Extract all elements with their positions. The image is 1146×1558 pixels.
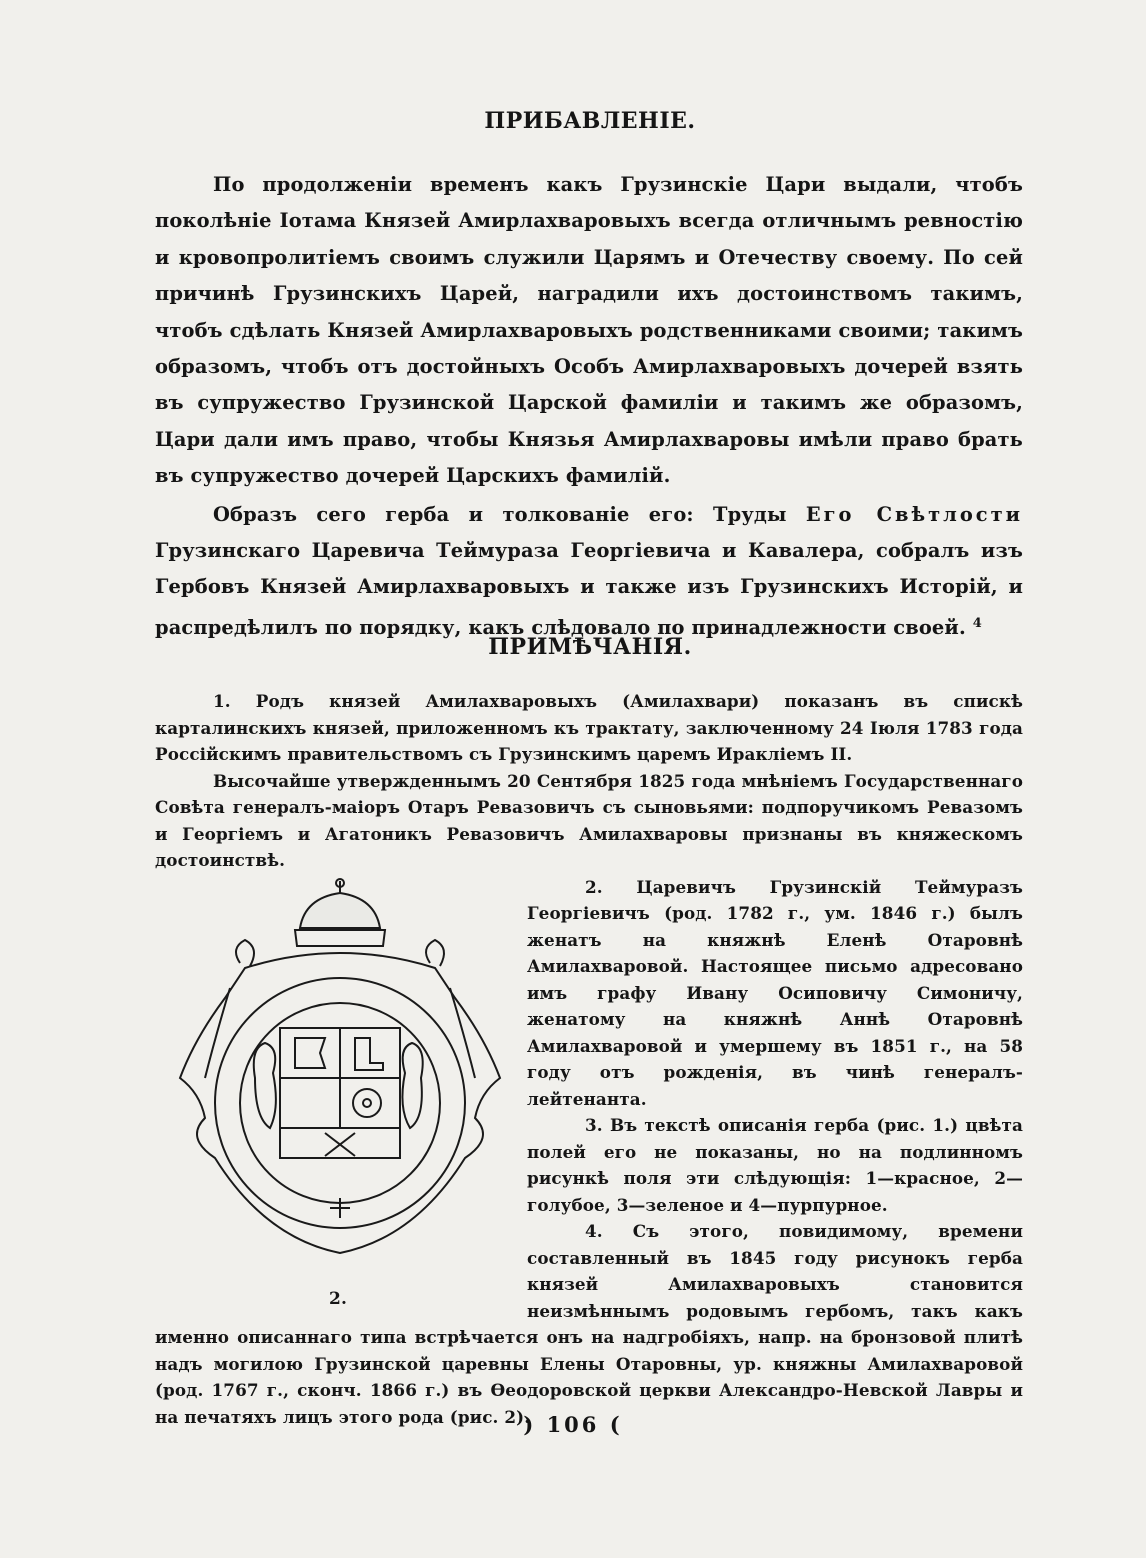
coat-of-arms-drawing <box>155 878 521 1278</box>
note-1: 1. Родъ князей Амилахваровыхъ (Амилахвари) показанъ въ спискѣ карталинскихъ князей, приложенномъ къ трактату, заключенному 24 Іюля 1783 года Россійскимъ правительствомъ съ Грузинскимъ царемъ Иракліемъ II. <box>155 691 1023 764</box>
section-heading: ПРИБАВЛЕНІЕ. <box>484 108 696 134</box>
note-3: 3. Въ текстѣ описанія герба (рис. 1.) цвѣта полей его не показаны, но на подлинномъ рисункѣ поля эти слѣдующія: 1—красное, 2—голубое, 3—зеленое и 4—пурпурное. <box>527 1115 1023 1215</box>
notes-heading: ПРИМѢЧАНІЯ. <box>488 634 692 660</box>
footnote-ref: 4 <box>972 615 982 631</box>
page-number: ) 106 ( <box>523 1412 623 1437</box>
paragraph <box>155 497 1023 647</box>
text-run: Образъ сего герба и толкованіе его: Труды <box>213 502 806 526</box>
note-2: 2. Царевичъ Грузинскій Теймуразъ Георгіевичъ (род. 1782 г., ум. 1846 г.) былъ женатъ на княжнѣ Еленѣ Отаровнѣ Амилахваровой. Настоящее письмо адресовано имъ графу Ивану Осиповичу Симоничу, женатому на княжнѣ Аннѣ Отаровнѣ Амилахваровой и умершему въ 1851 г., на 58 году отъ рожденія, въ чинѣ генералъ-лейтенанта. <box>527 876 1023 1109</box>
coat-of-arms-figure <box>155 874 521 1309</box>
spaced-text: Его Свѣтлости <box>805 502 1023 526</box>
figure-label: 2. <box>329 1288 347 1309</box>
note-4: 4. Съ этого, повидимому, времени составленный въ 1845 году рисунокъ герба князей Амилахваровыхъ становится неизмѣннымъ родовымъ гербомъ, такъ какъ именно описаннаго типа встрѣчается онъ на надгробіяхъ, напр. на бронзовой плитѣ надъ могилою Грузинской царевны Елены Отаровны, ур. княжны Амилахваровой (род. 1767 г., сконч. 1866 г.) въ Ѳеодоровской церкви Александро-Невской Лавры и на печатяхъ лицъ этого рода (рис. 2). <box>155 1221 1023 1427</box>
notes-text <box>155 688 1023 1430</box>
text-run: Грузинскаго Царевича Теймураза Георгіевича и Кавалера, собралъ изъ Гербовъ Князей Амирлахваровыхъ и также изъ Грузинскихъ Исторій, и распредѣлилъ по порядку, какъ слѣдовало по принадлежности своей. <box>155 539 1023 639</box>
main-text <box>155 167 1023 646</box>
note-1-continuation: Высочайше утвержденнымъ 20 Сентября 1825 года мнѣніемъ Государственнаго Совѣта генералъ-маіоръ Отаръ Ревазовичъ съ сыновьями: подпоручикомъ Ревазомъ и Георгіемъ и Агатоникъ Ревазовичъ Амилахваровы признаны въ княжескомъ достоинствѣ. <box>155 770 1023 870</box>
paragraph: По продолженіи временъ какъ Грузинскіе Цари выдали, чтобъ поколѣніе Іотама Князей Амирлахваровыхъ всегда отличнымъ ревностію и кровопролитіемъ своимъ служили Царямъ и Отечеству своему. По сей причинѣ Грузинскихъ Царей, наградили ихъ достоинствомъ такимъ, чтобъ сдѣлать Князей Амирлахваровыхъ родственниками своими; такимъ образомъ, чтобъ отъ достойныхъ Особъ Амирлахваровыхъ дочерей взять въ супружество Грузинской Царской фамиліи и такимъ же образомъ, Цари дали имъ право, чтобы Князья Амирлахваровы имѣли право брать въ супружество дочерей Царскихъ фамилій. <box>155 173 1023 488</box>
